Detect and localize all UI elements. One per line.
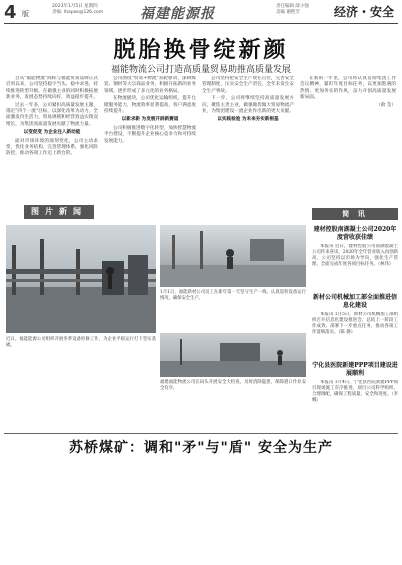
lead-subheadline: 福能物流公司打造高质量贸易助推高质量发展	[110, 65, 291, 75]
photo-caption-3: 福建福能物流公司在码头开展安全大检查，及时消除隐患，保障港口作业安全有序。	[160, 380, 306, 391]
brief-item	[312, 226, 398, 288]
brief-item	[312, 362, 398, 424]
port-inspection-photo	[160, 333, 306, 377]
brief-title: 宁化县医院新建PPP项目建设进展顺利	[312, 362, 398, 377]
section-title: 经济・安全	[333, 5, 394, 19]
article-column-1: 自从"福能物流"商标与福能贸易品牌正式启用以来，公司坚持稳字当头、稳中求进，持续推进转型升级，在做强主业的同时积极拓展新业务，发展态势持续向好，效益稳步提升。 过去一年多，公司紧扣高质量发展主题，锚定"四个一流"目标，以深化改革为动力，全面激发内生活力，贸易规模和经营效益实现双增长，为集团高质量发展贡献了物流力量。 以变促变 为企业注入新动能 面对市场环境的深刻变化，公司主动求变，优化业务结构，完善管理体系，强化风险防控，推动各项工作迈上新台阶。	[6, 76, 98, 157]
article2-column-1	[6, 460, 98, 560]
masthead-rule	[4, 23, 398, 24]
photo-caption-2: 近日，福能能源公司组织开展冬季设备检修工作，为企业平稳运行打下坚实基础。	[6, 337, 156, 348]
brief-item	[312, 294, 398, 356]
article-column-3: 公司坚持把安全生产放在首位，完善安全管理制度，压实安全生产责任，全年未发生安全生产事故。 下一步，公司将继续坚持高质量发展方向，聚焦主责主业，做强做优做大贸易物流产业，为集团建设一流企业作出新的更大贡献。 以实践检验 为未来夯实新根基	[202, 76, 294, 123]
section-subheading: 以变促变 为企业注入新动能	[23, 130, 81, 136]
byline: （俞 莹）	[376, 102, 396, 108]
masthead	[0, 0, 402, 26]
article-column-2: 公司围绕"贸易+物流"双轮驱动，深耕煤炭、钢材等大宗商品业务，积极开拓新的业务领域，逐步形成了多元化的业务格局。 在物流板块，公司优化运输组织，提升仓储服务能力，物流效率显著提高，客户满意度持续提升。 以新求新 为发展开辟新赛道 公司积极推进数字化转型，加快智慧物流平台建设，不断提升企业核心竞争力和可持续发展能力。	[104, 76, 196, 144]
photo-caption-1: 1月1日，福能新材公司员工在新年第一天坚守生产一线，认真巡检设备运行情况，确保安全生产。	[160, 290, 306, 301]
section-subheading: 以新求新 为发展开辟新赛道	[121, 117, 179, 123]
industrial-pipes-photo	[6, 225, 156, 333]
photo-news-banner: 图片新闻	[24, 205, 94, 219]
news-photo-3	[160, 333, 306, 377]
page-number: 4	[4, 2, 17, 23]
news-photo-1	[6, 225, 156, 333]
brief-body: 本报讯 1月5日，新材公司机械加工部组织召开信息化建设推进会，总结上一阶段工作成效，部署下一步重点任务，推动各项工作落细落实。（陈 静）	[312, 312, 398, 335]
section-divider	[4, 433, 398, 434]
news-photo-2	[160, 225, 306, 287]
brief-title: 建材控股南湖凝土公司2020年度营收获佳绩	[313, 226, 397, 241]
brief-title: 新材公司机械加工部全面推进信息化建设	[312, 294, 397, 309]
briefs-header: 简 讯	[312, 208, 398, 220]
section-subheading: 以实践检验 为未来夯实新根基	[217, 117, 279, 123]
masthead-date: 2023年1月5日 星期四 责编: lhapxe@126.com	[52, 4, 104, 15]
masthead-meta: 责任编辑 薛小强 美编 谢艳芳	[276, 4, 309, 15]
page-number-suffix: 版	[22, 10, 29, 18]
workers-outdoor-photo	[160, 225, 306, 287]
brief-body: 本报讯 近日，建材控股公司南湖混凝土公司传来喜讯，2020年全年营业收入再创新高，公司坚持以市场为导向，强化生产管理，全面完成年度各项目标任务。（林伟）	[312, 244, 398, 267]
article-column-4: 在新的一年里，公司将认真贯彻集团工作会议精神，紧盯年度目标任务，以更加饱满的热情、更加务实的作风，奋力开创高质量发展新局面。 （俞 莹）	[300, 76, 396, 108]
newspaper-logo: 福建能源报	[140, 6, 215, 22]
brief-body: 本报讯 1月4日，宁化县医院新建PPP项目现场施工有序推进，项目公司科学组织、合理调配，确保工程质量、安全和进度。（李 娜）	[312, 380, 398, 403]
lead-headline: 脱胎换骨绽新颜	[113, 37, 289, 63]
second-headline: 苏桥煤矿：调和"矛"与"盾" 安全为生产	[68, 440, 334, 456]
